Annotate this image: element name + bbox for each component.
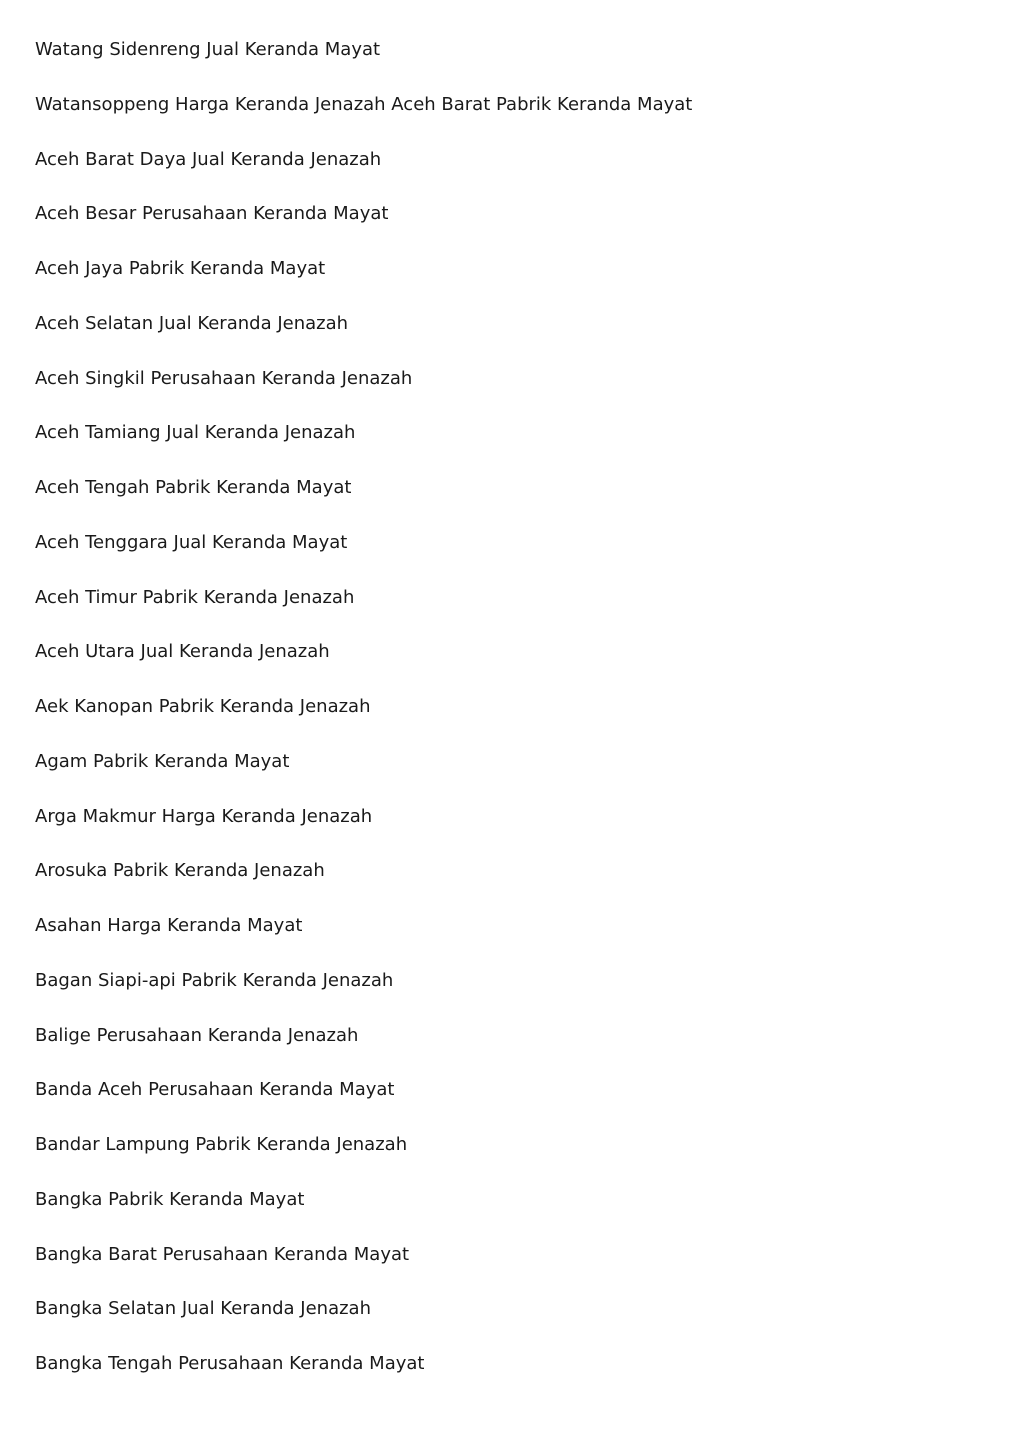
text-line: Bandar Lampung Pabrik Keranda Jenazah	[35, 1134, 408, 1155]
text-line: Aek Kanopan Pabrik Keranda Jenazah	[35, 696, 371, 717]
text-line: Bagan Siapi-api Pabrik Keranda Jenazah	[35, 969, 394, 991]
text-line: Balige Perusahaan Keranda Jenazah	[35, 1024, 359, 1046]
text-line: Aceh Tengah Pabrik Keranda Mayat	[35, 477, 352, 498]
text-line: Aceh Singkil Perusahaan Keranda Jenazah	[35, 367, 413, 389]
text-line: Bangka Tengah Perusahaan Keranda Mayat	[35, 1353, 425, 1374]
text-line: Aceh Jaya Pabrik Keranda Mayat	[35, 258, 326, 279]
text-line: Aceh Tenggara Jual Keranda Mayat	[35, 531, 348, 553]
text-line: Aceh Barat Daya Jual Keranda Jenazah	[35, 148, 382, 170]
text-line: Aceh Selatan Jual Keranda Jenazah	[35, 312, 349, 334]
text-line: Aceh Timur Pabrik Keranda Jenazah	[35, 586, 355, 608]
text-line: Aceh Tamiang Jual Keranda Jenazah	[35, 422, 356, 444]
document-body	[35, 36, 995, 1405]
text-line: Asahan Harga Keranda Mayat	[35, 915, 303, 936]
text-line: Bangka Barat Perusahaan Keranda Mayat	[35, 1243, 410, 1265]
text-line: Arosuka Pabrik Keranda Jenazah	[35, 860, 325, 882]
text-line: Watansoppeng Harga Keranda Jenazah Aceh Barat Pabrik Keranda Mayat	[35, 93, 693, 115]
text-line: Watang Sidenreng Jual Keranda Mayat	[35, 39, 381, 60]
text-line: Arga Makmur Harga Keranda Jenazah	[35, 805, 373, 827]
text-line: Banda Aceh Perusahaan Keranda Mayat	[35, 1079, 395, 1101]
text-line: Aceh Utara Jual Keranda Jenazah	[35, 641, 330, 663]
text-line: Bangka Pabrik Keranda Mayat	[35, 1188, 305, 1210]
text-line: Bangka Selatan Jual Keranda Jenazah	[35, 1298, 371, 1320]
text-line: Aceh Besar Perusahaan Keranda Mayat	[35, 203, 389, 225]
text-line: Agam Pabrik Keranda Mayat	[35, 750, 290, 772]
